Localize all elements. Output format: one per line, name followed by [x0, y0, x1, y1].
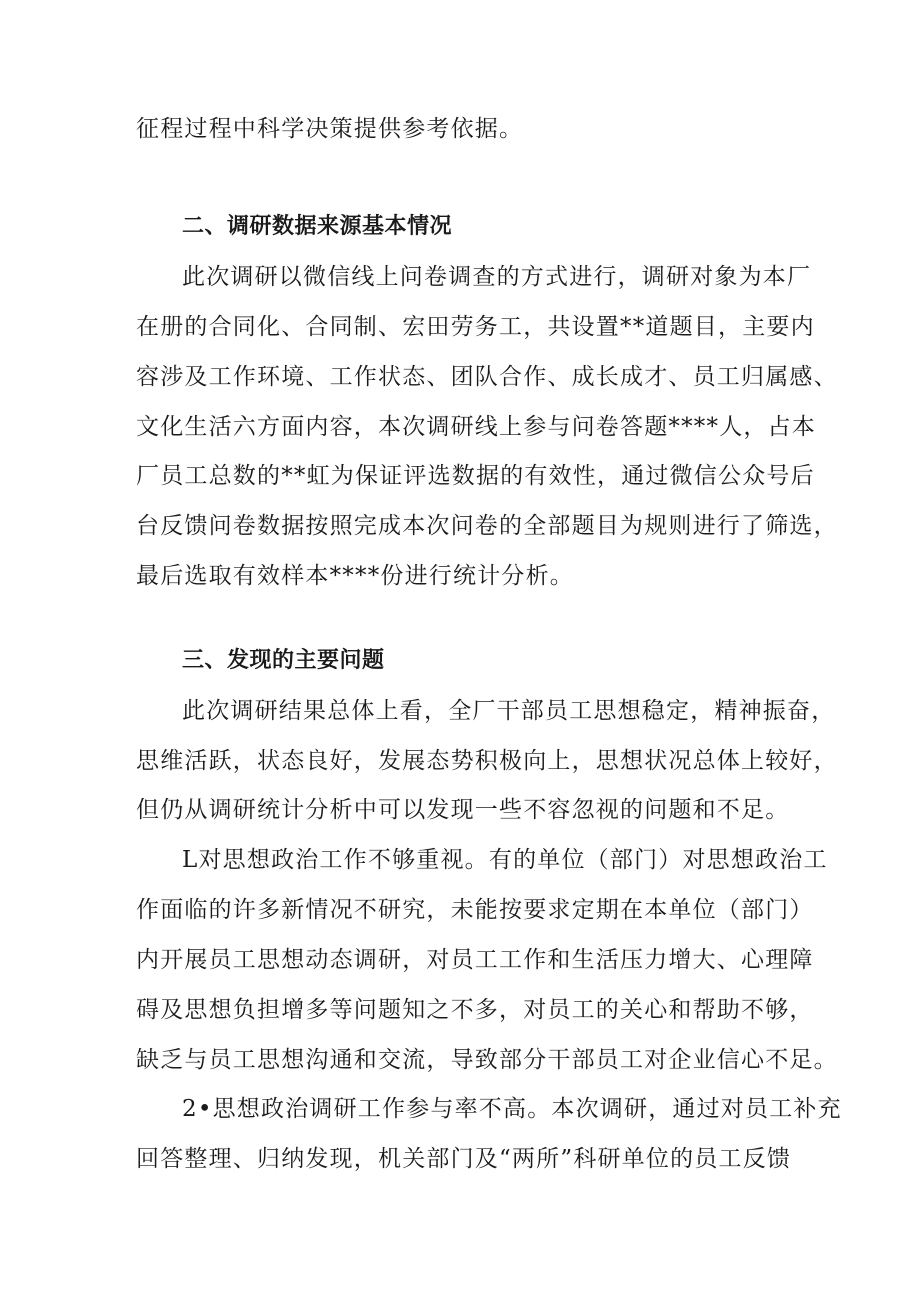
section-2-line-3: 容涉及工作环境、工作状态、团队合作、成长成才、员工归属感、	[136, 364, 838, 390]
section-2-line-1: 此次调研以微信线上问卷调查的方式进行，调研对象为本厂	[182, 264, 812, 290]
section-3-para-3-line-2: 回答整理、归纳发现，机关部门及“两所”科研单位的员工反馈	[136, 1146, 792, 1172]
section-3-heading: 三、发现的主要问题	[182, 648, 385, 673]
section-2-line-4: 文化生活六方面内容，本次调研线上参与问卷答题****人，占本	[136, 414, 816, 440]
section-3-para-3-line-1: 2•思想政治调研工作参与率不高。本次调研，通过对员工补充	[182, 1096, 842, 1122]
section-3-para-2-line-2: 作面临的许多新情况不研究，未能按要求定期在本单位（部门）	[136, 897, 814, 923]
section-2-line-6: 台反馈问卷数据按照完成本次问卷的全部题目为规则进行了筛选，	[136, 513, 838, 539]
section-2-line-5: 厂员工总数的**虹为保证评选数据的有效性，通过微信公众号后	[136, 463, 815, 489]
section-3-para-1-line-2: 思维活跃，状态良好，发展态势积极向上，思想状况总体上较好，	[136, 748, 838, 774]
section-2-heading: 二、调研数据来源基本情况	[182, 214, 453, 239]
section-3-para-2-line-4: 碍及思想负担增多等问题知之不多，对员工的关心和帮助不够，	[136, 997, 814, 1023]
section-3-para-2-line-1: L对思想政治工作不够重视。有的单位（部门）对思想政治工	[182, 847, 828, 873]
section-3-para-2-line-3: 内开展员工思想动态调研，对员工工作和生活压力增大、心理障	[136, 947, 814, 973]
section-3-para-1-line-3: 但仍从调研统计分析中可以发现一些不容忽视的问题和不足。	[136, 797, 790, 823]
section-2-line-7: 最后选取有效样本****份进行统计分析。	[136, 563, 574, 589]
section-3-para-1-line-1: 此次调研结果总体上看，全厂干部员工思想稳定，精神振奋，	[182, 698, 836, 724]
section-2-line-2: 在册的合同化、合同制、宏田劳务工，共设置**道题目，主要内	[136, 314, 815, 340]
section-3-para-2-line-5: 缺乏与员工思想沟通和交流，导致部分干部员工对企业信心不足。	[136, 1047, 838, 1073]
intro-tail-line: 征程过程中科学决策提供参考依据。	[136, 116, 524, 142]
